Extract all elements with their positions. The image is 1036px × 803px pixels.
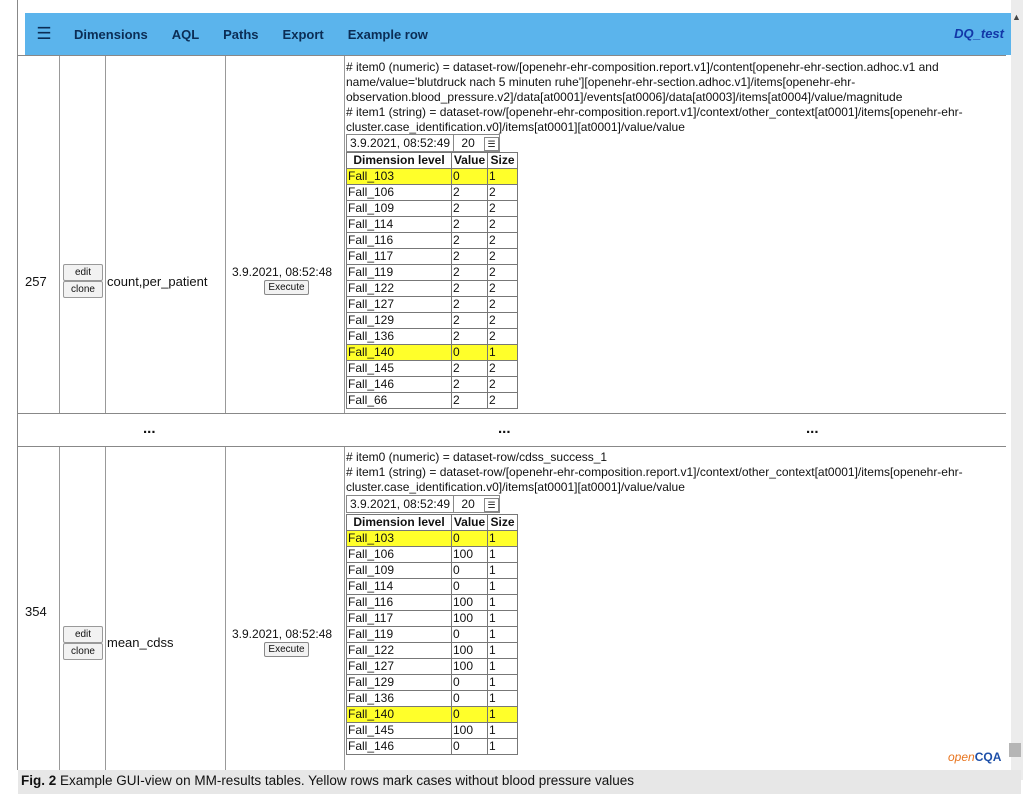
run-date: 3.9.2021, 08:52:48: [232, 627, 333, 641]
table-cell-level: Fall_103: [347, 531, 452, 547]
subtable-menu-icon[interactable]: ☰: [484, 137, 499, 151]
edit-button[interactable]: edit: [63, 264, 103, 281]
col-actions: [60, 447, 106, 773]
edit-button[interactable]: edit: [63, 626, 103, 643]
table-cell-value: 100: [452, 659, 488, 675]
dimension-table: [346, 514, 518, 755]
table-cell-size: 1: [488, 691, 518, 707]
result-row-354: [18, 446, 1006, 773]
table-cell-value: 2: [452, 313, 488, 329]
nav-paths[interactable]: Paths: [223, 26, 259, 42]
table-cell-level: Fall_146: [347, 739, 452, 755]
text-line: # item1 (string) = dataset-row/[openehr-ehr-composition.report.v1]/context/other_context[at0001]/items[openehr-ehr-: [346, 105, 963, 119]
table-cell-level: Fall_117: [347, 611, 452, 627]
table-cell-size: 1: [488, 723, 518, 739]
subtable-count: 20: [461, 136, 475, 150]
scroll-up-icon[interactable]: ▲: [1012, 12, 1021, 22]
table-cell-level: Fall_106: [347, 547, 452, 563]
example-row-text: [346, 60, 1001, 135]
table-cell-size: 2: [488, 313, 518, 329]
table-row: [347, 595, 518, 611]
table-cell-value: 0: [452, 707, 488, 723]
table-cell-value: 2: [452, 265, 488, 281]
vertical-scrollbar[interactable]: [1011, 0, 1023, 780]
table-row: [347, 611, 518, 627]
text-line: # item1 (string) = dataset-row/[openehr-ehr-composition.report.v1]/context/other_context[at0001]/items[openehr-ehr-: [346, 465, 963, 479]
table-row: [347, 691, 518, 707]
ellipsis: ...: [806, 420, 819, 437]
ellipsis: ...: [498, 420, 511, 437]
table-row: [347, 377, 518, 393]
query-name: mean_cdss: [107, 635, 174, 650]
table-cell-value: 0: [452, 739, 488, 755]
subtable-date: 3.9.2021, 08:52:49: [347, 496, 454, 512]
table-row: [347, 281, 518, 297]
table-cell-size: 2: [488, 265, 518, 281]
table-cell-value: 2: [452, 201, 488, 217]
table-cell-size: 1: [488, 563, 518, 579]
text-line: # item0 (numeric) = dataset-row/[openehr-ehr-composition.report.v1]/content[openehr-ehr-section.adhoc.v1 and: [346, 60, 939, 74]
col-header-value[interactable]: Value: [452, 153, 488, 169]
col-name: [106, 56, 226, 413]
table-cell-size: 1: [488, 547, 518, 563]
subtable-menu-icon[interactable]: ☰: [484, 498, 499, 512]
table-cell-value: 0: [452, 691, 488, 707]
table-cell-value: 0: [452, 579, 488, 595]
dimension-table: [346, 152, 518, 409]
table-cell-level: Fall_109: [347, 563, 452, 579]
subtable-header: [346, 134, 500, 152]
caption-text: Example GUI-view on MM-results tables. Yellow rows mark cases without blood pressure values: [60, 773, 635, 788]
table-cell-level: Fall_136: [347, 691, 452, 707]
table-cell-value: 2: [452, 233, 488, 249]
table-row: [347, 201, 518, 217]
table-cell-value: 2: [452, 361, 488, 377]
table-cell-value: 100: [452, 595, 488, 611]
top-navigation-bar: [25, 13, 1012, 55]
run-date: 3.9.2021, 08:52:48: [232, 265, 333, 279]
row-id: 257: [25, 274, 47, 289]
table-row: [347, 739, 518, 755]
table-cell-value: 2: [452, 377, 488, 393]
table-cell-size: 1: [488, 739, 518, 755]
caption-label: Fig. 2: [21, 773, 57, 788]
result-row-257: [18, 55, 1006, 414]
col-header-size[interactable]: Size: [488, 153, 518, 169]
clone-button[interactable]: clone: [63, 643, 103, 660]
table-cell-size: 2: [488, 377, 518, 393]
table-cell-size: 1: [488, 707, 518, 723]
text-line: # item0 (numeric) = dataset-row/cdss_success_1: [346, 450, 608, 464]
table-cell-size: 2: [488, 329, 518, 345]
table-cell-size: 1: [488, 611, 518, 627]
table-cell-value: 2: [452, 185, 488, 201]
table-cell-size: 2: [488, 233, 518, 249]
table-cell-level: Fall_145: [347, 723, 452, 739]
col-date: [226, 447, 345, 773]
table-cell-size: 2: [488, 281, 518, 297]
table-cell-value: 0: [452, 675, 488, 691]
table-cell-size: 2: [488, 393, 518, 409]
table-cell-size: 1: [488, 531, 518, 547]
table-cell-level: Fall_129: [347, 313, 452, 329]
col-header-size[interactable]: Size: [488, 515, 518, 531]
table-cell-size: 1: [488, 169, 518, 185]
table-row: [347, 393, 518, 409]
table-cell-level: Fall_122: [347, 643, 452, 659]
text-line: name/value='blutdruck nach 5 minuten ruhe'][openehr-ehr-section.adhoc.v1]/items[openehr-ehr-: [346, 75, 856, 89]
table-cell-level: Fall_146: [347, 377, 452, 393]
table-row: [347, 707, 518, 723]
nav-aql[interactable]: AQL: [171, 26, 200, 42]
col-name: [106, 447, 226, 773]
table-row: [347, 169, 518, 185]
text-line: cluster.case_identification.v0]/items[at0001][at0001]/value/value: [346, 120, 685, 134]
table-cell-value: 2: [452, 393, 488, 409]
subtable-count: 20: [461, 497, 475, 511]
col-header-dimension[interactable]: Dimension level: [347, 153, 452, 169]
text-line: observation.blood_pressure.v2]/data[at0001]/events[at0006]/data[at0003]/items[at0004]/value/magnitude: [346, 90, 903, 104]
table-cell-level: Fall_127: [347, 297, 452, 313]
table-row: [347, 531, 518, 547]
table-cell-level: Fall_114: [347, 217, 452, 233]
project-name[interactable]: DQ_test: [954, 26, 1004, 41]
subtable-header: [346, 495, 500, 513]
table-row: [347, 563, 518, 579]
ellipsis: ...: [143, 420, 156, 437]
subtable-date: 3.9.2021, 08:52:49: [347, 135, 454, 151]
table-cell-level: Fall_119: [347, 265, 452, 281]
table-cell-value: 0: [452, 345, 488, 361]
table-row: [347, 723, 518, 739]
table-cell-level: Fall_140: [347, 345, 452, 361]
table-row: [347, 579, 518, 595]
col-date: [226, 56, 345, 413]
table-cell-size: 1: [488, 627, 518, 643]
table-cell-value: 100: [452, 547, 488, 563]
table-row: [347, 345, 518, 361]
table-row: [347, 361, 518, 377]
table-cell-level: Fall_103: [347, 169, 452, 185]
nav-dimensions[interactable]: Dimensions: [74, 26, 148, 42]
table-row: [347, 313, 518, 329]
nav-example-row[interactable]: Example row: [347, 26, 428, 42]
table-cell-size: 1: [488, 643, 518, 659]
table-cell-size: 2: [488, 201, 518, 217]
query-name: count,per_patient: [107, 274, 208, 289]
scroll-thumb[interactable]: [1009, 743, 1021, 757]
table-row: [347, 675, 518, 691]
table-cell-size: 1: [488, 675, 518, 691]
opencqa-logo: openCQA: [948, 750, 1002, 764]
table-cell-value: 2: [452, 297, 488, 313]
table-cell-value: 0: [452, 627, 488, 643]
execute-button[interactable]: Execute: [264, 280, 309, 295]
table-cell-size: 2: [488, 249, 518, 265]
table-row: [347, 329, 518, 345]
table-cell-level: Fall_140: [347, 707, 452, 723]
table-cell-value: 100: [452, 611, 488, 627]
example-row-text: [346, 450, 1001, 495]
table-cell-level: Fall_129: [347, 675, 452, 691]
table-row: [347, 659, 518, 675]
table-cell-size: 2: [488, 361, 518, 377]
table-row: [347, 627, 518, 643]
table-cell-level: Fall_114: [347, 579, 452, 595]
col-actions: [60, 56, 106, 413]
text-line: cluster.case_identification.v0]/items[at0001][at0001]/value/value: [346, 480, 685, 494]
table-row: [347, 233, 518, 249]
table-row: [347, 547, 518, 563]
clone-button[interactable]: clone: [63, 281, 103, 298]
table-row: [347, 249, 518, 265]
table-cell-level: Fall_122: [347, 281, 452, 297]
table-row: [347, 643, 518, 659]
table-cell-level: Fall_116: [347, 233, 452, 249]
hamburger-icon[interactable]: ☰: [36, 24, 52, 43]
table-cell-size: 2: [488, 297, 518, 313]
table-cell-value: 100: [452, 723, 488, 739]
table-cell-level: Fall_145: [347, 361, 452, 377]
table-cell-value: 2: [452, 281, 488, 297]
table-cell-size: 1: [488, 659, 518, 675]
table-cell-value: 0: [452, 531, 488, 547]
table-cell-size: 1: [488, 345, 518, 361]
table-cell-size: 1: [488, 579, 518, 595]
table-cell-value: 2: [452, 217, 488, 233]
row-id: 354: [25, 604, 47, 619]
table-row: [347, 185, 518, 201]
nav-export[interactable]: Export: [282, 26, 324, 42]
table-cell-value: 0: [452, 563, 488, 579]
table-row: [347, 265, 518, 281]
figure-caption: [18, 770, 1021, 794]
table-cell-level: Fall_109: [347, 201, 452, 217]
table-cell-level: Fall_117: [347, 249, 452, 265]
col-id: [18, 56, 60, 413]
execute-button[interactable]: Execute: [264, 642, 309, 657]
table-cell-level: Fall_119: [347, 627, 452, 643]
table-cell-size: 2: [488, 185, 518, 201]
table-cell-value: 0: [452, 169, 488, 185]
table-cell-size: 2: [488, 217, 518, 233]
table-row: [347, 217, 518, 233]
table-cell-level: Fall_127: [347, 659, 452, 675]
table-row: [347, 297, 518, 313]
table-cell-level: Fall_116: [347, 595, 452, 611]
col-header-value[interactable]: Value: [452, 515, 488, 531]
table-cell-level: Fall_136: [347, 329, 452, 345]
table-cell-value: 2: [452, 249, 488, 265]
table-cell-level: Fall_106: [347, 185, 452, 201]
table-cell-size: 1: [488, 595, 518, 611]
table-cell-value: 100: [452, 643, 488, 659]
col-header-dimension[interactable]: Dimension level: [347, 515, 452, 531]
table-cell-level: Fall_66: [347, 393, 452, 409]
table-cell-value: 2: [452, 329, 488, 345]
